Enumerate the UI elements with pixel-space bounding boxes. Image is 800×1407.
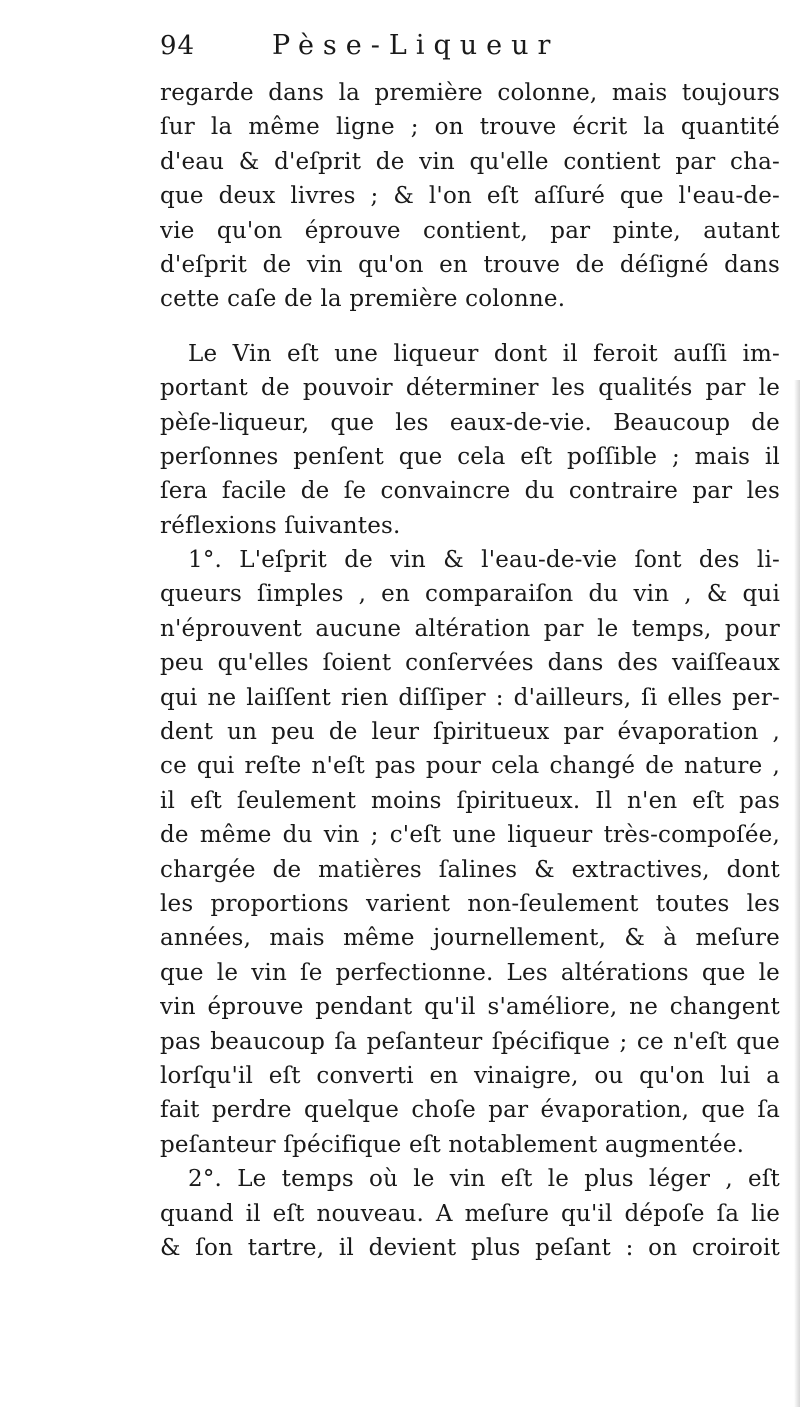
text-line: ce qui reſte n'eſt pas pour cela changé de nature , bbox=[160, 753, 780, 780]
page-header bbox=[160, 30, 780, 70]
text-line: les proportions varient non-ſeulement toutes les bbox=[160, 890, 780, 917]
text-line: fait perdre quelque choſe par évaporation, que ſa bbox=[160, 1097, 780, 1124]
page-edge-shadow bbox=[794, 380, 800, 1407]
text-line: Le Vin eſt une liqueur dont il feroit auſſi im- bbox=[188, 340, 780, 367]
text-line: n'éprouvent aucune altération par le temps, pour bbox=[160, 615, 780, 642]
text-line: vin éprouve pendant qu'il s'améliore, ne changent bbox=[160, 994, 780, 1021]
text-line: de même du vin ; c'eſt une liqueur très-compoſée, bbox=[160, 822, 780, 849]
text-line: lorſqu'il eſt converti en vinaigre, ou qu'on lui a bbox=[160, 1062, 780, 1089]
text-line: peu qu'elles ſoient conſervées dans des vaiſſeaux bbox=[160, 650, 780, 677]
running-head: Pèse-Liqueur bbox=[272, 30, 560, 61]
paragraph bbox=[160, 1162, 780, 1265]
text-line: pas beaucoup ſa peſanteur ſpécifique ; ce n'eſt que bbox=[160, 1028, 780, 1055]
text-line: quand il eſt nouveau. A meſure qu'il dépoſe ſa lie bbox=[160, 1200, 780, 1227]
text-line: peſanteur ſpécifique eſt notablement augmentée. bbox=[160, 1131, 745, 1158]
paragraph bbox=[160, 76, 780, 317]
text-line: queurs ſimples , en comparaiſon du vin , & qui bbox=[160, 581, 780, 608]
text-line: que le vin ſe perfectionne. Les altérations que le bbox=[160, 959, 780, 986]
text-line: 1°. L'eſprit de vin & l'eau-de-vie ſont des li- bbox=[188, 547, 780, 574]
text-line: ſera facile de ſe convaincre du contraire par les bbox=[160, 478, 780, 505]
text-line: qui ne laiſſent rien diſſiper : d'ailleurs, ſi elles per- bbox=[160, 684, 780, 711]
text-line: ſur la même ligne ; on trouve écrit la quantité bbox=[160, 114, 780, 141]
text-line: & ſon tartre, il devient plus peſant : on croiroit bbox=[160, 1234, 780, 1261]
text-line: d'eſprit de vin qu'on en trouve de déſigné dans bbox=[160, 251, 780, 278]
paragraph bbox=[160, 543, 780, 1162]
body-text bbox=[160, 76, 780, 1265]
text-line: il eſt ſeulement moins ſpiritueux. Il n'en eſt pas bbox=[160, 787, 780, 814]
page-number: 94 bbox=[160, 31, 196, 61]
text-line: pèſe-liqueur, que les eaux-de-vie. Beaucoup de bbox=[160, 409, 780, 436]
text-line: années, mais même journellement, & à meſure bbox=[160, 925, 780, 952]
text-line: réflexions ſuivantes. bbox=[160, 512, 401, 539]
text-line: chargée de matières ſalines & extractives, dont bbox=[160, 856, 780, 883]
text-line: 2°. Le temps où le vin eſt le plus léger , eſt bbox=[188, 1166, 780, 1193]
text-line: que deux livres ; & l'on eſt aſſuré que l'eau-de- bbox=[160, 183, 780, 210]
text-line: cette caſe de la première colonne. bbox=[160, 286, 566, 313]
paragraph bbox=[160, 337, 780, 543]
text-line: dent un peu de leur ſpiritueux par évaporation , bbox=[160, 719, 780, 746]
text-line: vie qu'on éprouve contient, par pinte, autant bbox=[160, 217, 780, 244]
text-line: perſonnes penſent que cela eſt poſſible ; mais il bbox=[160, 443, 780, 470]
text-line: portant de pouvoir déterminer les qualités par le bbox=[160, 375, 780, 402]
text-line: d'eau & d'eſprit de vin qu'elle contient par cha- bbox=[160, 148, 780, 175]
text-line: regarde dans la première colonne, mais toujours bbox=[160, 80, 780, 106]
